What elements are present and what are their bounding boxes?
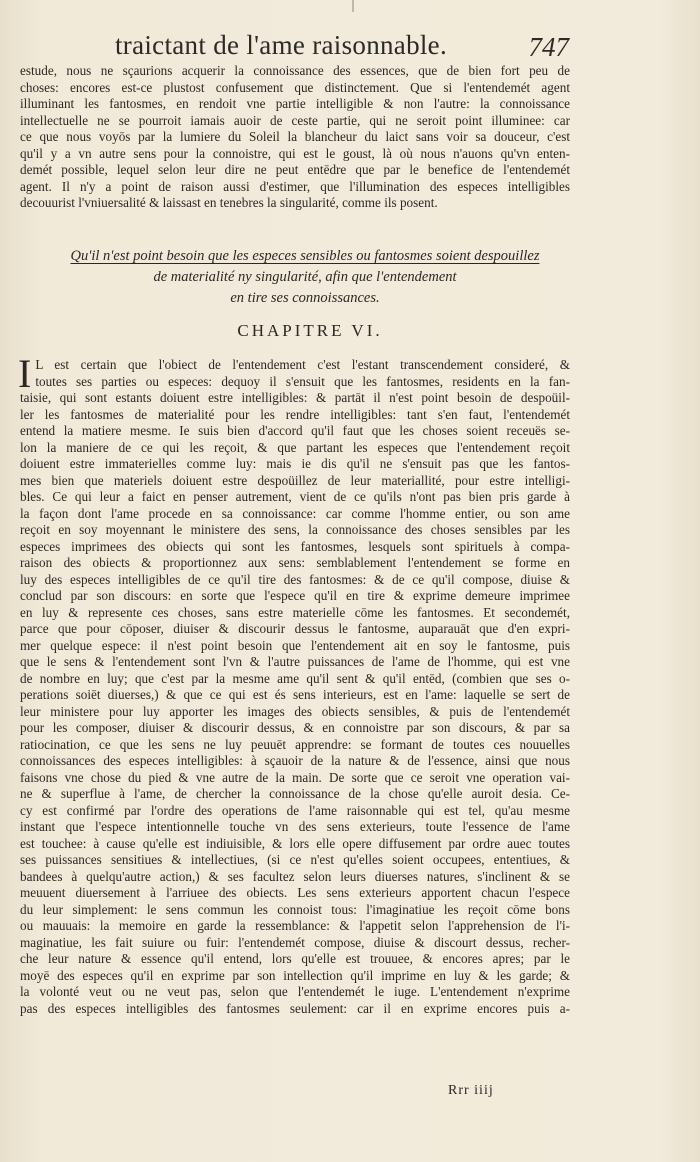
- text-line: cy est confirmé par l'ordre des operations de l'ame raisonnable qui est tel, qu'au mesme: [20, 802, 570, 818]
- text-line: decouurist l'vniuersalité & laissast en tenebres la singularité, comme ils posent.: [20, 195, 438, 210]
- chapter-summary-line: en tire ses connoissances.: [230, 290, 380, 306]
- text-line: ce que nous voyōs par la lumiere du Soleil la blancheur du laict sans voir sa douceur, c'est: [20, 129, 570, 144]
- text-line: entend la matiere mesme. Ie suis bien d'accord qu'il faut que les choses soient receuës se-: [20, 423, 570, 438]
- text-line: taisie, qui sont estants doiuent estre intelligibles: & partāt il n'est point besoin de despoüil-: [20, 390, 570, 405]
- text-line: intellectuelle ne se pourroit iamais auoir de ceste partie, qui ne seroit point illuminee: car: [20, 112, 570, 128]
- text-line: faisons vne chose du pied & vne autre de la main. De sorte que ce seroit vne operation vai-: [20, 769, 570, 785]
- text-line: perations soiēt diuerses,) & que ce qui est és sens interieurs, est en l'ame: laquelle se sert de: [20, 687, 570, 702]
- chapter-summary-line: de materialité ny singularité, afin que l'entendement: [153, 269, 457, 285]
- text-line: pour les composer, diuiser & discourir dessus, & en connoistre par son discours, & par sa: [20, 720, 570, 735]
- text-line: raison des obiects & proportionnez aux sens: semblablement l'entendement se forme en: [20, 555, 570, 570]
- text-line: especes imprimees des obiects qui sont les fantosmes, lesquels sont spirituels à compa-: [20, 538, 570, 554]
- text-line: en luy & represente ces choses, sans estre materielle cōme les fantosmes. Et secondemét,: [20, 604, 570, 620]
- text-line: illuminant les fantosmes, en rendoit vne partie intelligible & non l'autre: la connoissance: [20, 96, 570, 111]
- running-head: traictant de l'ame raisonnable.: [115, 30, 448, 60]
- text-line: bandees à quelqu'autre action,) & ses facultez selon leurs diuerses natures, s'inclinent & se: [20, 868, 570, 884]
- text-line: L est certain que l'obiect de l'entendement c'est l'estant transcendement consideré, &: [35, 357, 570, 372]
- text-line: lon la maniere de ce qui les reçoit, & que partant les especes que l'entendement reçoit: [20, 439, 570, 455]
- text-line: luy des especes intelligibles de ce qu'il tire des fantosmes: & de ce qu'il compose, diuise &: [20, 571, 570, 587]
- text-line: maginatiue, les fait suiure ou fuir: l'entendemét compose, diuise & discourt dessus, recher-: [20, 934, 570, 950]
- chapter-heading: CHAPITRE VI.: [237, 321, 383, 340]
- text-line: qu'il y a vn autre sens pour la connoistre, qui est le goust, là où nous n'auons qu'vn enten-: [20, 145, 570, 161]
- text-line: leur ministere pour luy apporter les images des obiects sensibles, & puis de l'entendemét: [20, 703, 570, 719]
- text-line: instant que l'espece intentionnelle touche vn des sens exterieurs, toute l'essence de l'ame: [20, 819, 570, 834]
- chapter-summary: [50, 246, 560, 309]
- text-line: mes bien que materiels doiuent estre despoüillez de leur materiallité, pour estre intelligi-: [20, 472, 570, 488]
- text-line: la façon dont l'ame procede en sa connoissance: car comme l'homme entier, ou son ame: [20, 505, 570, 521]
- text-line: choses: encores est-ce plustost confusement que distinctement. Que si l'entendemét agent: [20, 79, 570, 95]
- page-number: 747: [528, 32, 569, 62]
- paragraph-continued: [20, 63, 570, 212]
- text-line: ler les fantosmes de materialité pour les rendre intelligibles: tant s'en faut, l'entendemét: [20, 406, 570, 422]
- text-line: bles. Ce qui leur a faict en penser autrement, vient de ce qu'ils n'ont pas bien pris garde à: [20, 489, 570, 504]
- text-line: demét possible, lequel selon leur dire ne peut entēdre que par le benefice de l'entendemét: [20, 162, 570, 177]
- text-line: mer quelque espece: il n'est point besoin que l'entendement ait en soy le fantosme, puis: [20, 637, 570, 653]
- drop-cap: I: [18, 351, 32, 396]
- text-line: parce que pour cōposer, diuiser & discourir dessus le fantosme, auparauāt que d'en expri-: [20, 621, 570, 636]
- text-line: la volonté veut ou ne veut pas, selon que l'entendemét le iuge. L'entendement n'exprime: [20, 984, 570, 999]
- text-line: che leur nature & essence qu'il entend, lors qu'elle est trouuee, & encores apres; par le: [20, 951, 570, 966]
- text-line: doiuent estre immaterielles comme luy: mais ie dis qu'il ne s'ensuit pas que les fantos-: [20, 456, 570, 471]
- chapter-summary-line: Qu'il n'est point besoin que les especes sensibles ou fantosmes soient despouillez: [70, 248, 540, 264]
- text-line: connoissances des especes intelligibles: à sçauoir de la nature & de l'essence, ainsi que nous: [20, 753, 570, 768]
- text-line: moyē des especes qu'il en exprime par son intellection qu'il imprime en luy & les garde; &: [20, 967, 570, 983]
- text-line: pas des especes intelligibles des fantosmes seulement: car il en exprime encores puis a-: [20, 1000, 570, 1016]
- text-line: toutes ses parties ou especes: dequoy il s'ensuit que les fantosmes, residents en la fan-: [35, 373, 570, 389]
- text-line: agent. Il n'y a point de raison aussi d'estimer, que l'illumination des especes intelligibles: [20, 178, 570, 194]
- text-line: est touchee: à cause qu'elle est indiuisible, & lors elle opere diffusement par ordre auec toutes: [20, 835, 570, 851]
- text-line: ratiocination, ce que les sens ne luy peuuēt apprendre: se formant de toutes ces nouuelles: [20, 736, 570, 752]
- text-line: de nombre en luy; que c'est par la mesme ame qu'il sent & qu'il entēd, (combien que ses o-: [20, 670, 570, 686]
- text-line: estude, nous ne sçaurions acquerir la connoissance des essences, que de bien fort peu de: [20, 63, 570, 78]
- text-line: du leur simplement: le sens commun les connoist tous: l'imaginatiue les reçoit cōme bons: [20, 901, 570, 917]
- text-line: que le sens & l'entendement sont l'vn & l'autre puissances de l'ame de l'homme, qui est vne: [20, 654, 570, 669]
- text-line: reçoit en soy moyennant le ministere des sens, la connoissance des choses sensibles par les: [20, 522, 570, 537]
- text-line: meuuent diuersement à l'arriuee des obiects. Les sens exterieurs apportent chacun l'espece: [20, 885, 570, 900]
- signature-mark: Rrr iiij: [448, 1083, 494, 1098]
- binding-mark: [352, 0, 354, 12]
- text-line: ou mauuais: la memoire en garde la ressemblance: & l'appetit selon l'apprehension de l'i-: [20, 918, 570, 933]
- text-line: ne & superflue à l'ame, de chercher la connoissance de la chose qu'elle auroit desia. Ce-: [20, 786, 570, 801]
- text-line: ses puissances sensitiues & intellectiues, (si ce n'est qu'elles soient occupees, ententiues, &: [20, 852, 570, 867]
- chapter-body: [18, 351, 570, 1017]
- text-line: conclud par son discours: en sorte que l'espece qu'il en tire & exprime demeure imprimee: [20, 588, 570, 603]
